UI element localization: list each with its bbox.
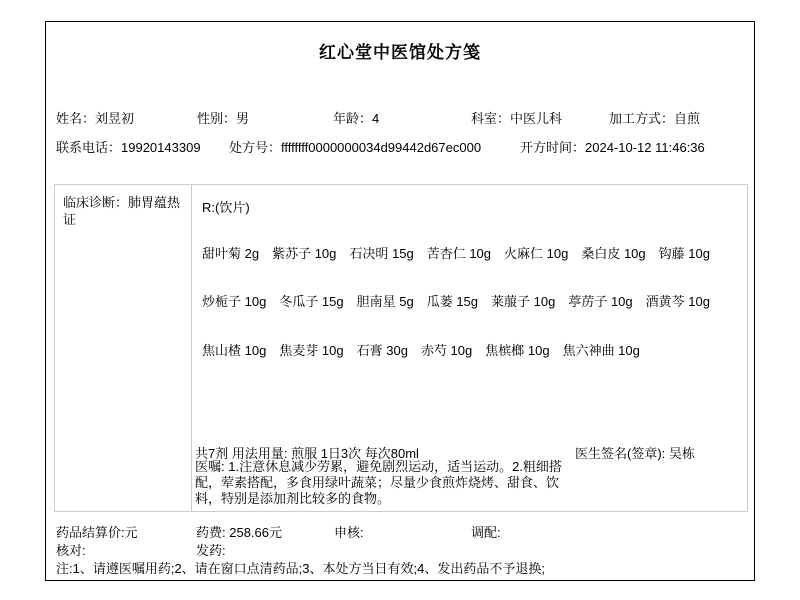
patient-age-label: 年龄： xyxy=(333,111,373,126)
herb-entry: 赤芍 10g xyxy=(420,343,473,358)
herb-entry: 焦槟榔 10g xyxy=(485,343,550,358)
herb-entry: 莱菔子 10g xyxy=(491,294,556,309)
diagnosis-label: 临床诊断： xyxy=(63,195,129,210)
issue-time-field xyxy=(520,137,705,156)
issue-medicine-field: 发药: xyxy=(196,543,226,558)
rx-header: R:(饮片) xyxy=(202,200,250,215)
medicine-fee-field xyxy=(196,522,282,541)
patient-age-value: 4 xyxy=(372,111,380,126)
herb-row xyxy=(202,340,653,359)
herb-entry: 焦山楂 10g xyxy=(202,343,267,358)
processing-method-field xyxy=(609,108,700,127)
rx-number-field xyxy=(229,137,481,156)
rx-number-value: ffffffff0000000034d99442d67ec000 xyxy=(281,140,482,155)
total-doses: 共7剂 xyxy=(195,446,229,461)
patient-name-label: 姓名： xyxy=(56,111,96,126)
patient-name-field xyxy=(56,108,134,127)
herb-entry: 石决明 15g xyxy=(349,246,414,261)
department-field xyxy=(471,108,562,127)
herb-entry: 桑白皮 10g xyxy=(581,246,646,261)
herb-entry: 焦六神曲 10g xyxy=(562,343,640,358)
herb-entry: 炒栀子 10g xyxy=(202,294,267,309)
phone-field xyxy=(56,137,201,156)
herb-entry: 火麻仁 10g xyxy=(504,246,569,261)
prescription-content xyxy=(192,185,747,511)
medicine-fee-label: 药费: xyxy=(196,525,230,540)
herb-row xyxy=(202,291,723,310)
phone-label: 联系电话： xyxy=(56,140,122,155)
review-field: 申核: xyxy=(334,525,364,540)
usage-instructions: 用法用量: 煎服 1日3次 每次80ml xyxy=(231,446,419,461)
processing-method-value: 自煎 xyxy=(674,111,701,126)
page-title: 红心堂中医馆处方笺 xyxy=(319,43,481,62)
herb-entry: 瓜蒌 15g xyxy=(426,294,479,309)
patient-gender-value: 男 xyxy=(236,111,250,126)
check-field: 核对: xyxy=(56,543,86,558)
herb-entry: 苦杏仁 10g xyxy=(426,246,492,261)
medical-advice: 医嘱: 1.注意休息减少劳累，避免剧烈运动，适当运动。2.粗细搭配，荤素搭配，多食用绿叶蔬菜；尽量少食煎炸烧烤、甜食、饮料，特别是添加剂比较多的食物。 xyxy=(195,459,562,506)
herb-entry: 紫苏子 10g xyxy=(272,246,337,261)
footer-note: 注:1、请遵医嘱用药;2、请在窗口点清药品;3、本处方当日有效;4、发出药品不予退换; xyxy=(56,561,545,576)
diagnosis-value: 肺胃蕴热证 xyxy=(63,195,181,227)
doctor-sign-label: 医生签名(签章): xyxy=(575,446,669,461)
settlement-price-label: 药品结算价: xyxy=(56,525,125,540)
prescription-box xyxy=(54,184,748,512)
clinical-diagnosis xyxy=(55,185,192,511)
patient-age-field xyxy=(333,108,379,127)
issue-time-value: 2024-10-12 11:46:36 xyxy=(585,140,705,155)
herb-entry: 冬瓜子 15g xyxy=(279,294,344,309)
herb-entry: 酒黄芩 10g xyxy=(645,294,710,309)
issue-time-label: 开方时间： xyxy=(520,140,586,155)
herb-entry: 石膏 30g xyxy=(356,343,408,358)
herb-entry: 甜叶菊 2g xyxy=(202,246,260,261)
herb-entry: 焦麦芽 10g xyxy=(279,343,344,358)
doctor-name: 吴栋 xyxy=(668,446,695,461)
patient-gender-field xyxy=(197,108,249,127)
processing-method-label: 加工方式： xyxy=(609,111,675,126)
doctor-signature xyxy=(575,443,695,462)
herb-entry: 钩藤 10g xyxy=(658,246,710,261)
rx-number-label: 处方号： xyxy=(229,140,282,155)
settlement-price-value: 元 xyxy=(124,525,138,540)
department-label: 科室： xyxy=(471,111,511,126)
phone-value: 19920143309 xyxy=(121,140,201,155)
settlement-price-field xyxy=(56,522,138,541)
patient-name-value: 刘昱初 xyxy=(95,111,135,126)
department-value: 中医儿科 xyxy=(510,111,563,126)
prescription-sheet xyxy=(45,21,755,581)
patient-gender-label: 性别： xyxy=(197,111,237,126)
herb-row xyxy=(202,243,723,262)
herb-entry: 胆南星 5g xyxy=(356,294,414,309)
dispense-field: 调配: xyxy=(471,525,501,540)
herb-entry: 葶苈子 10g xyxy=(568,294,633,309)
medicine-fee-value: 258.66元 xyxy=(229,525,282,540)
